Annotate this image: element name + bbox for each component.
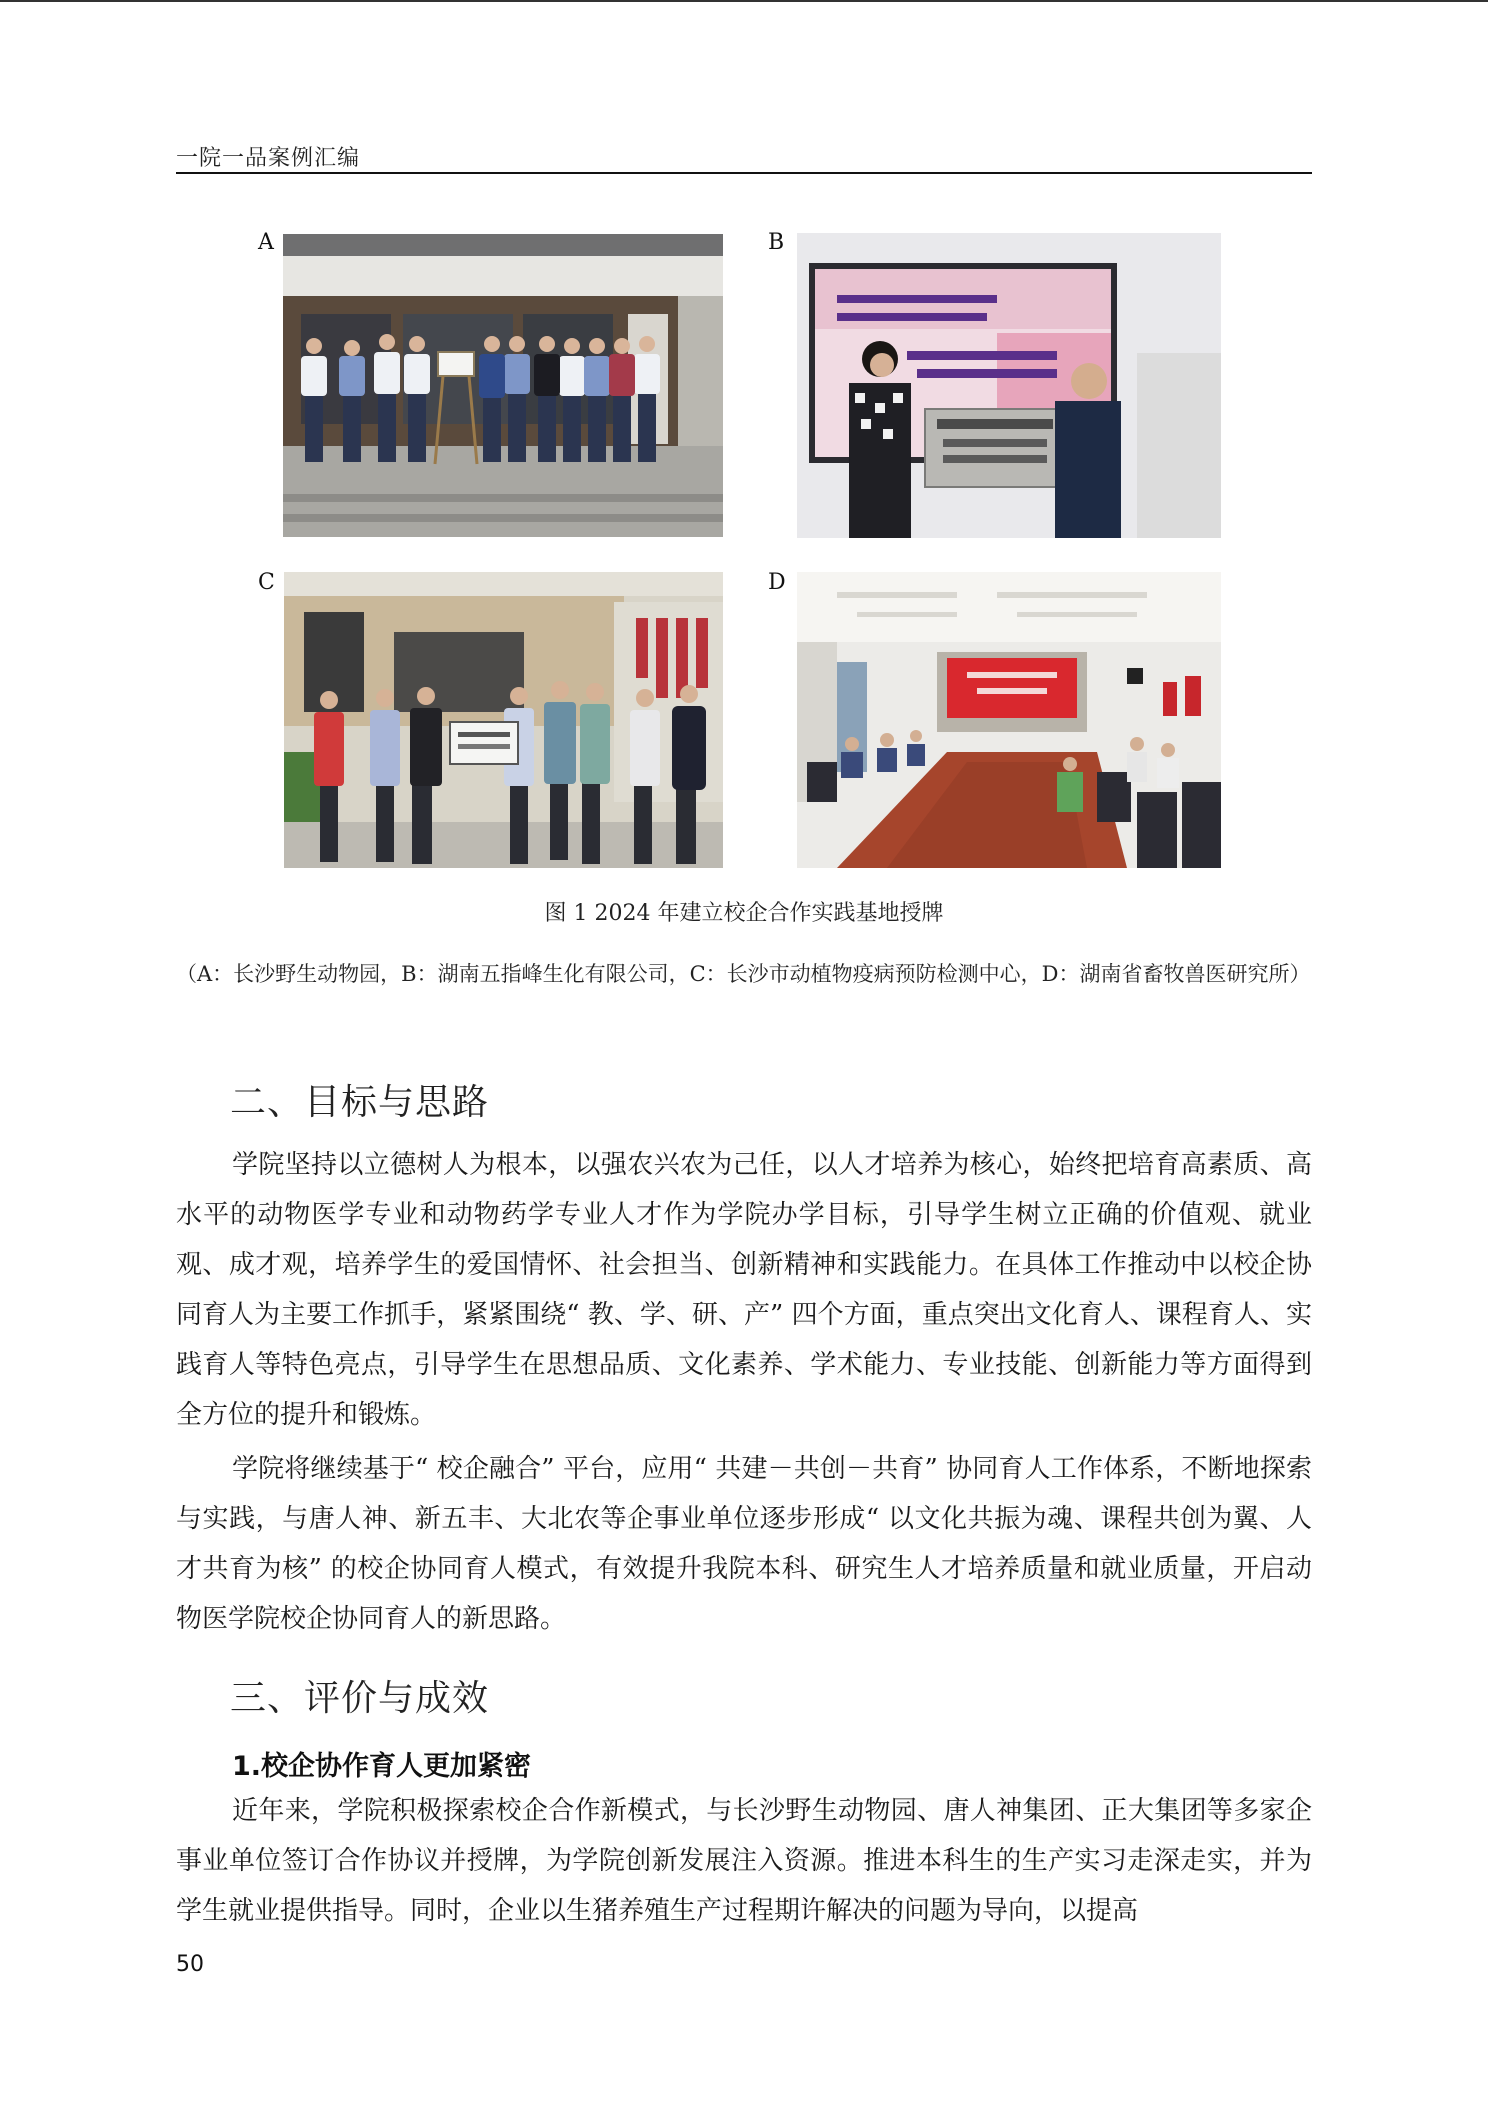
top-border (0, 0, 1488, 2)
header-rule (176, 172, 1312, 174)
photo-panel-a (283, 234, 723, 537)
panel-label-a: A (258, 230, 274, 255)
paragraph-goals-1: 学院坚持以立德树人为根本，以强农兴农为己任，以人才培养为核心，始终把培育高素质、高水平的动物医学专业和动物药学专业人才作为学院办学目标，引导学生树立正确的价值观、就业观、成才观，培养学生的爱国情怀、社会担当、创新精神和实践能力。在具体工作推动中以校企协同育人为主要工作抓手，紧紧围绕“ 教、学、研、产” 四个方面，重点突出文化育人、课程育人、实践育人等特色亮点，引导学生在思想品质、文化素养、学术能力、专业技能、创新能力等方面得到全方位的提升和锻炼。 (176, 1150, 1312, 1430)
paragraph-goals-2: 学院将继续基于“ 校企融合” 平台，应用“ 共建－共创－共育” 协同育人工作体系，不断地探索与实践，与唐人神、新五丰、大北农等企事业单位逐步形成“ 以文化共振为魂、课程共创为翼、人才共育为核” 的校企协同育人模式，有效提升我院本科、研究生人才培养质量和就业质量，开启动物医学院校企协同育人的新思路。 (176, 1454, 1312, 1634)
panel-label-d: D (768, 570, 786, 595)
section-heading-results: 三、评价与成效 (230, 1678, 490, 1719)
figure-legend: （A：长沙野生动物园，B：湖南五指峰生化有限公司，C：长沙市动植物疫病预防检测中心，D：湖南省畜牧兽医研究所） (176, 962, 1311, 986)
photo-panel-b (797, 233, 1221, 538)
section-heading-goals: 二、目标与思路 (230, 1082, 490, 1123)
photo-panel-d (797, 572, 1221, 868)
panel-label-b: B (768, 230, 785, 255)
page-number: 50 (176, 1952, 204, 1977)
subheading-cooperation: 1.校企协作育人更加紧密 (232, 1751, 532, 1782)
paragraph-results-1: 近年来，学院积极探索校企合作新模式，与长沙野生动物园、唐人神集团、正大集团等多家企事业单位签订合作协议并授牌，为学院创新发展注入资源。推进本科生的生产实习走深走实，并为学生就业提供指导。同时，企业以生猪养殖生产过程期许解决的问题为导向，以提高 (176, 1796, 1312, 1926)
running-header: 一院一品案例汇编 (176, 146, 361, 171)
photo-panel-c (284, 572, 723, 868)
panel-label-c: C (258, 570, 275, 595)
figure-caption: 图 1 2024 年建立校企合作实践基地授牌 (544, 901, 944, 926)
